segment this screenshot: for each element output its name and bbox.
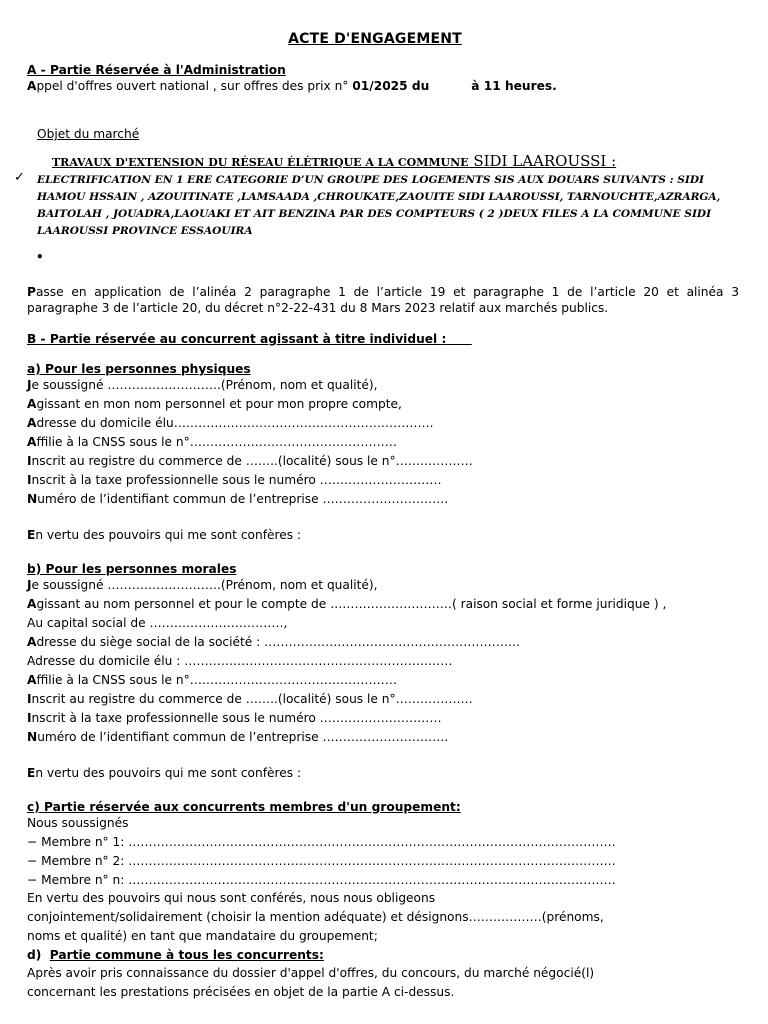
bc-line: Nous soussignés (27, 816, 129, 830)
ba-vertu-line (27, 528, 301, 543)
ba-line-rest: gissant en mon nom personnel et pour mon propre compte, (36, 397, 402, 411)
bd-heading-text: Partie commune à tous les concurrents: (49, 948, 324, 962)
appel-offres-line (27, 79, 557, 94)
section-b-heading-trail (446, 332, 471, 346)
ba-line-rest: e soussigné ……………………….(Prénom, nom et qualité), (31, 378, 378, 392)
ba-line-first: J (27, 378, 32, 392)
ba-line (27, 397, 402, 412)
section-a-heading: A - Partie Réservée à l'Administration (27, 63, 286, 77)
bb-line (27, 635, 520, 650)
bb-line-rest: ffilie à la CNSS sous le n°…………………………………………… (36, 673, 397, 687)
bb-line-rest: dresse du siège social de la société : ……………………………………………………… (36, 635, 521, 649)
bb-line-rest: e soussigné ……………………….(Prénom, nom et qualité), (31, 578, 378, 592)
bc-line: noms et qualité) en tant que mandataire du groupement; (27, 929, 378, 943)
passe-first-letter: P (27, 285, 36, 299)
ba-line (27, 416, 434, 431)
ba-vertu-rest: n vertu des pouvoirs qui me sont confères : (35, 528, 302, 542)
ba-line (27, 492, 448, 507)
checkmark-icon: ✓ (14, 170, 25, 185)
section-b-heading (27, 332, 472, 347)
ba-line-first: A (27, 435, 37, 449)
bb-line (27, 597, 666, 612)
section-bb-heading: b) Pour les personnes morales (27, 562, 237, 576)
bb-line-rest: Adresse du domicile élu : ………………………………………………………… (27, 654, 453, 668)
ba-line-first: I (27, 454, 32, 468)
ba-line-first: I (27, 473, 32, 487)
bb-vertu-line (27, 766, 301, 781)
bb-line (27, 578, 378, 593)
travaux-colon: : (606, 152, 617, 170)
ba-line-rest: nscrit à la taxe professionnelle sous le numéro ………………………… (31, 473, 442, 487)
passe-text: asse en application de l’alinéa 2 paragraphe 1 de l’article 19 et paragraphe 1 de l’article 20 et alinéa 3 paragraphe 3 de l’article 20, du décret n°2-22-431 du 8 Mars 2023 relatif aux marchés publics. (27, 285, 739, 315)
bc-line: − Membre n° 2: ………………………………………………………………………………………………………… (27, 854, 616, 868)
ba-line (27, 378, 378, 393)
ba-line (27, 454, 473, 469)
ba-line-rest: ffilie à la CNSS sous le n°…………………………………………… (36, 435, 397, 449)
bb-line (27, 692, 473, 707)
ba-line (27, 473, 442, 488)
ba-line (27, 435, 397, 450)
bc-line: − Membre n° 1: ………………………………………………………………………………………………………… (27, 835, 616, 849)
bb-line-rest: nscrit au registre du commerce de ……..(localité) sous le n°………………. (31, 692, 473, 706)
passe-paragraph (27, 284, 739, 316)
ba-line-first: A (27, 397, 37, 411)
ba-line-rest: dresse du domicile élu………………………………………………………. (36, 416, 434, 430)
bullet-icon: • (36, 250, 44, 264)
document-title: ACTE D'ENGAGEMENT (288, 31, 462, 47)
travaux-commune: SIDI LAAROUSSI (468, 152, 607, 170)
travaux-line (52, 152, 616, 170)
bb-line-rest: nscrit à la taxe professionnelle sous le numéro ………………………… (31, 711, 442, 725)
bb-line-first: I (27, 692, 32, 706)
bd-line: concernant les prestations précisées en objet de la partie A ci-dessus. (27, 985, 455, 999)
ba-line-rest: nscrit au registre du commerce de ……..(localité) sous le n°………………. (31, 454, 473, 468)
appel-text: ppel d'offres ouvert national , sur offres des prix n° (36, 79, 353, 93)
section-bd-heading (27, 948, 324, 963)
electrification-text: ELECTRIFICATION EN 1 ERE CATEGORIE D’UN GROUPE DES LOGEMENTS SIS AUX DOUARS SUIVANTS : SIDI HAMOU HSSAIN , AZOUITINATE ,LAMSAADA ,CHROUKATE,ZAOUITE SIDI LAAROUSSI, TARNOUCHTE,AZRARGA, BAITOLAH , JOUADRA,LAOUAKI ET AIT BENZINA PAR DES COMPTEURS ( 2 )DEUX FILES A LA COMMUNE SIDI LAAROUSSI PROVINCE ESSAOUIRA (37, 174, 721, 237)
bb-line-rest: uméro de l’identifiant commun de l’entreprise …………………………. (37, 730, 449, 744)
appel-first-letter: A (27, 79, 37, 93)
bb-vertu-rest: n vertu des pouvoirs qui me sont confères : (35, 766, 302, 780)
bb-line-first: J (27, 578, 32, 592)
objet-label: Objet du marché (37, 127, 140, 141)
appel-hour: à 11 heures. (471, 79, 557, 93)
ba-vertu-first: E (27, 528, 36, 542)
bb-line-rest: gissant au nom personnel et pour le compte de …………………………( raison social et forme juridique ) , (36, 597, 667, 611)
ba-line-first: N (27, 492, 38, 506)
bd-line: Après avoir pris connaissance du dossier d'appel d'offres, du concours, du marché négocié(l) (27, 966, 595, 980)
bb-line (27, 654, 452, 669)
bb-vertu-first: E (27, 766, 36, 780)
bc-line: En vertu des pouvoirs qui nous sont conférés, nous nous obligeons (27, 891, 436, 905)
bb-line (27, 673, 397, 688)
section-b-heading-text: B - Partie réservée au concurrent agissant à titre individuel : (27, 332, 447, 346)
ba-line-first: A (27, 416, 37, 430)
bb-line-first: A (27, 635, 37, 649)
bc-line: conjointement/solidairement (choisir la mention adéquate) et désignons………………(prénoms, (27, 910, 604, 924)
bb-line (27, 711, 442, 726)
bb-line-first: A (27, 597, 37, 611)
bb-line (27, 730, 448, 745)
appel-number: 01/2025 du (352, 79, 430, 93)
bc-line: − Membre n° n: ………………………………………………………………………………………………………… (27, 873, 616, 887)
bb-line-first: I (27, 711, 32, 725)
bd-heading-prefix: d) (27, 948, 50, 962)
bb-line-rest: Au capital social de ……………………………, (27, 616, 288, 630)
section-bc-heading: c) Partie réservée aux concurrents membres d'un groupement: (27, 800, 461, 814)
bb-line (27, 616, 287, 631)
bb-line-first: A (27, 673, 37, 687)
section-ba-heading: a) Pour les personnes physiques (27, 362, 251, 376)
bb-line-first: N (27, 730, 38, 744)
travaux-text: TRAVAUX D'EXTENSION DU RÉSEAU ÉLÉTRIQUE A LA COMMUNE (52, 156, 469, 169)
ba-line-rest: uméro de l’identifiant commun de l’entreprise …………………………. (37, 492, 449, 506)
